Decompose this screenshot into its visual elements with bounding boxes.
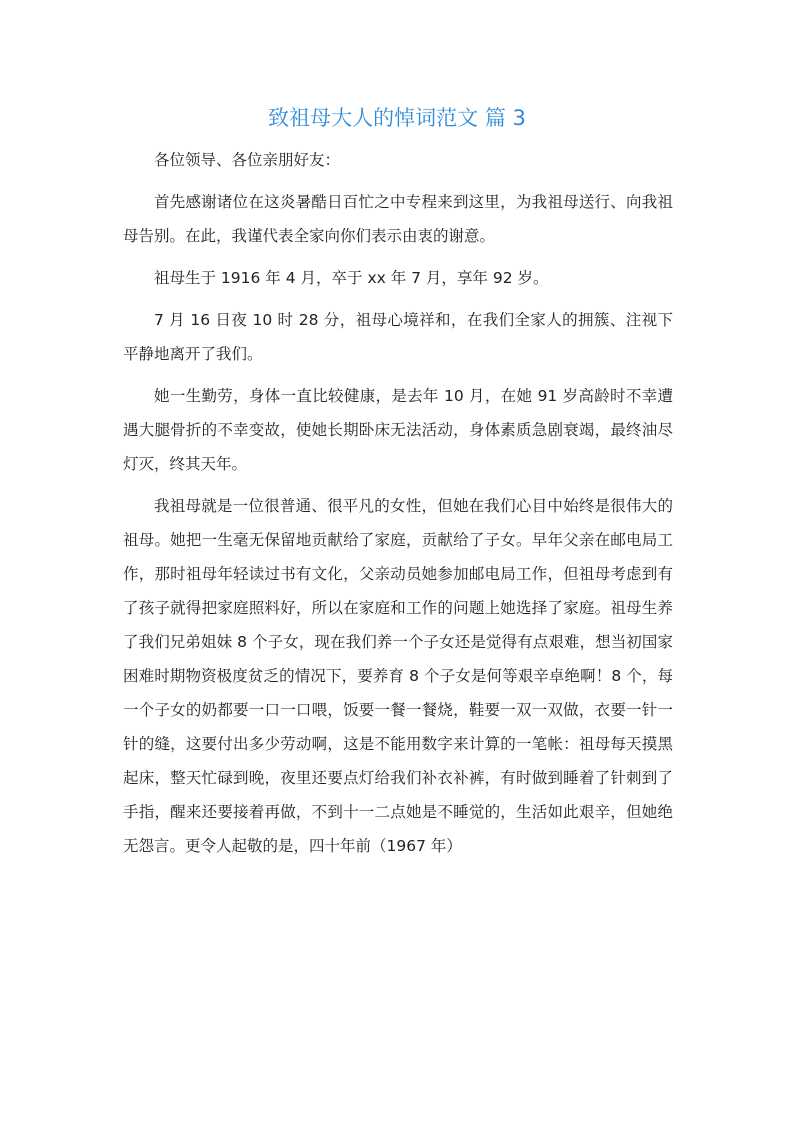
body-paragraph: 我祖母就是一位很普通、很平凡的女性，但她在我们心目中始终是很伟大的祖母。她把一生毫无保留地贡献给了家庭，贡献给了子女。早年父亲在邮电局工作，那时祖母年轻读过书有文化，父亲动员她参加邮电局工作，但祖母考虑到有了孩子就得把家庭照料好，所以在家庭和工作的问题上她选择了家庭。祖母生养了我们兄弟姐妹 8 个子女，现在我们养一个子女还是觉得有点艰难，想当初国家困难时期物资极度贫乏的情况下，要养育 8 个子女是何等艰辛卓绝啊！8 个，每一个子女的奶都要一口一口喂，饭要一餐一餐烧，鞋要一双一双做，衣要一针一针的缝，这要付出多少劳动啊，这是不能用数字来计算的一笔帐：祖母每天摸黑起床，整天忙碌到晚，夜里还要点灯给我们补衣补裤，有时做到睡着了针刺到了手指，醒来还要接着再做，不到十一二点她是不睡觉的，生活如此艰辛，但她绝无怨言。更令人起敬的是，四十年前（1967 年）: [123, 497, 673, 855]
document-body: [123, 143, 673, 871]
page-title: 致祖母大人的悼词范文 篇 3: [268, 106, 526, 130]
body-paragraph: 首先感谢诸位在这炎暑酷日百忙之中专程来到这里，为我祖母送行、向我祖母告别。在此，我谨代表全家向你们表示由衷的谢意。: [123, 193, 673, 245]
body-paragraph: 7 月 16 日夜 10 时 28 分，祖母心境祥和，在我们全家人的拥簇、注视下平静地离开了我们。: [123, 311, 673, 363]
body-paragraph: 她一生勤劳，身体一直比较健康，是去年 10 月，在她 91 岁高龄时不幸遭遇大腿骨折的不幸变故，使她长期卧床无法活动，身体素质急剧衰竭，最终油尽灯灭，终其天年。: [123, 387, 673, 473]
body-paragraph: 祖母生于 1916 年 4 月，卒于 xx 年 7 月，享年 92 岁。: [154, 269, 549, 287]
greeting-paragraph: 各位领导、各位亲朋好友：: [154, 151, 341, 169]
